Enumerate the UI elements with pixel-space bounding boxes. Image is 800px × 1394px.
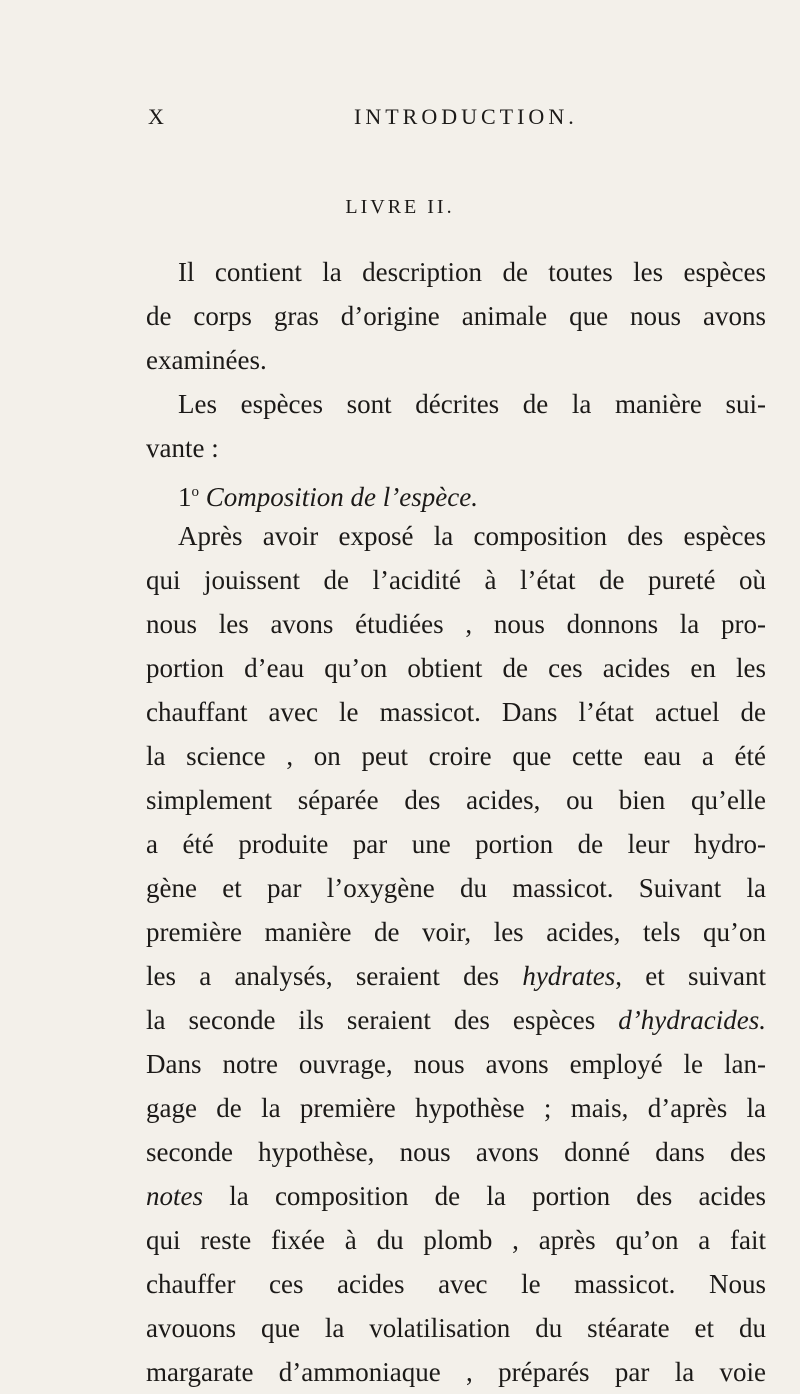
- text-line: portion d’eau qu’on obtient de ces acides en les: [146, 653, 766, 683]
- text-line: la science , on peut croire que cette eau a été: [146, 741, 766, 771]
- italic-term: Composition de l’espèce.: [205, 482, 478, 512]
- text-line: avouons que la volatilisation du stéarate et du: [146, 1313, 766, 1343]
- text-line: Dans notre ouvrage, nous avons employé le lan-: [146, 1049, 766, 1079]
- italic-term: notes: [146, 1181, 203, 1211]
- text-line: seconde hypothèse, nous avons donné dans des: [146, 1137, 766, 1167]
- text-segment: 1: [178, 482, 192, 512]
- text-line: Les espèces sont décrites de la manière sui-: [178, 389, 766, 419]
- text-line: première manière de voir, les acides, tels qu’on: [146, 917, 766, 947]
- text-line: Après avoir exposé la composition des espèces: [178, 521, 766, 551]
- text-line: chauffant avec le massicot. Dans l’état actuel de: [146, 697, 766, 727]
- text-line: [178, 470, 766, 519]
- text-segment: la seconde ils seraient des espèces: [146, 1005, 619, 1035]
- text-line: nous les avons étudiées , nous donnons la pro-: [146, 609, 766, 639]
- text-segment: , et suivant: [615, 961, 766, 991]
- text-line: qui reste fixée à du plomb , après qu’on a fait: [146, 1225, 766, 1255]
- text-line: [146, 998, 766, 1042]
- page-number: X: [148, 104, 165, 129]
- text-line: gène et par l’oxygène du massicot. Suivant la: [146, 873, 766, 903]
- text-line: examinées.: [146, 345, 267, 375]
- text-line: a été produite par une portion de leur hydro-: [146, 829, 766, 859]
- text-segment: [199, 482, 206, 512]
- text-line: de corps gras d’origine animale que nous avons: [146, 301, 766, 331]
- italic-term: hydrates: [522, 961, 616, 991]
- running-title: INTRODUCTION.: [354, 104, 578, 129]
- text-segment: la composition de la portion des acides: [203, 1181, 766, 1211]
- text-line: gage de la première hypothèse ; mais, d’après la: [146, 1093, 766, 1123]
- text-line: [146, 954, 766, 998]
- running-head: [148, 104, 768, 134]
- italic-term: d’hydracides.: [618, 1005, 766, 1035]
- text-line: vante :: [146, 433, 219, 463]
- text-line: margarate d’ammoniaque , préparés par la voie: [146, 1357, 766, 1387]
- text-line: Il contient la description de toutes les espèces: [178, 257, 766, 287]
- text-segment: les a analysés, seraient des: [146, 961, 523, 991]
- text-line: [146, 1174, 766, 1218]
- text-line: simplement séparée des acides, ou bien qu’elle: [146, 785, 766, 815]
- section-title: LIVRE II.: [345, 196, 455, 218]
- superscript: o: [191, 484, 199, 500]
- text-line: chauffer ces acides avec le massicot. Nous: [146, 1269, 766, 1299]
- text-line: qui jouissent de l’acidité à l’état de pureté où: [146, 565, 766, 595]
